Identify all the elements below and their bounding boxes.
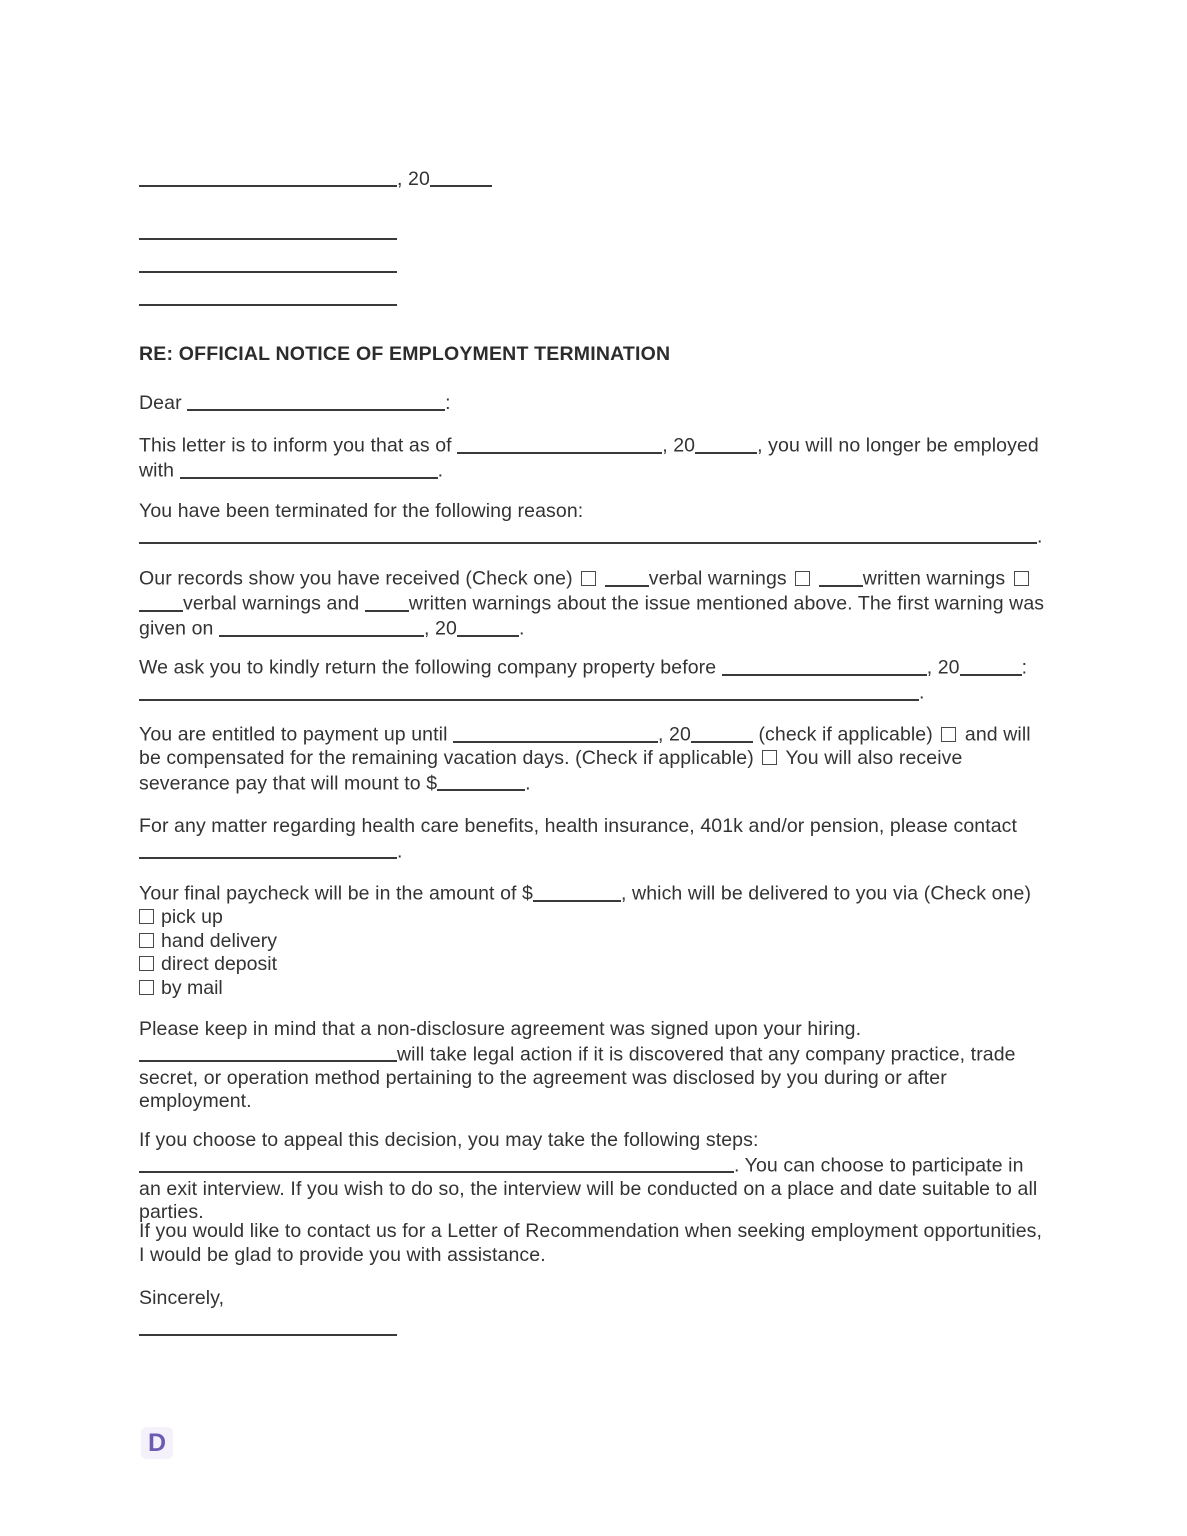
p5-text-6: . [525,772,531,795]
checkbox-both-warnings[interactable] [1014,571,1029,586]
p5-text-2: , 20 [658,723,691,746]
p4-text-4: . [919,681,925,704]
p1-text-3: , you will no longer be employed with [139,434,1039,482]
p5-text-3: (check if applicable) [752,723,939,746]
reason-blank[interactable] [139,524,1037,545]
p1-text-2: , 20 [662,434,696,457]
paragraph-warnings [139,566,1049,641]
delivery-option-label-3: by mail [161,976,223,999]
delivery-option-pick-up[interactable] [139,906,1044,930]
p9-text-2: . You can choose to participate in an exit interview. If you wish to do so, the interview will be conducted on a place and date suitable to all parties. [139,1154,1038,1224]
paragraph-recommendation [139,1220,1049,1267]
p7-text-1: Your final paycheck will be in the amount of $ [139,882,533,905]
checkbox-verbal-warnings[interactable] [581,571,596,586]
p7-text-2: , which will be delivered to you via (Check one) [621,882,1032,905]
severance-amount-blank[interactable] [437,771,525,792]
checkbox-pick-up[interactable] [139,909,154,924]
nda-company-blank[interactable] [139,1042,397,1063]
verbal-warnings-count-blank[interactable] [605,566,649,587]
both-written-count-blank[interactable] [365,591,409,612]
checkbox-written-warnings[interactable] [795,571,810,586]
address-line-2[interactable] [139,271,397,273]
p2-text-1: You have been terminated for the following reason: [139,500,584,522]
page-title [139,343,670,366]
delivery-option-direct-deposit[interactable] [139,953,1044,977]
appeal-steps-blank[interactable] [139,1153,734,1174]
return-date-blank[interactable] [722,655,927,676]
written-warnings-count-blank[interactable] [819,566,863,587]
closing-text: Sincerely, [139,1287,225,1309]
checkbox-by-mail[interactable] [139,980,154,995]
p3-text-6: , 20 [424,617,457,640]
p10-text-1: If you would like to contact us for a Letter of Recommendation when seeking employment opportunities, I would be glad to provide you with assistance. [139,1220,1042,1266]
delivery-options-list [139,906,1044,1000]
first-warning-date-blank[interactable] [219,616,424,637]
delivery-option-label-1: hand delivery [161,929,277,952]
final-paycheck-amount-blank[interactable] [533,881,621,902]
first-warning-year-blank[interactable] [457,616,519,637]
delivery-option-label-2: direct deposit [161,953,277,976]
p2-text-2: . [1037,525,1043,548]
brand-logo-icon [141,1427,173,1459]
p9-text-1: If you choose to appeal this decision, you may take the following steps: [139,1129,759,1151]
dear-label: Dear [139,391,188,414]
p6-text-2: . [397,840,403,863]
checkbox-vacation-compensation[interactable] [941,727,956,742]
signature-line[interactable] [139,1334,397,1336]
termination-year-blank[interactable] [695,433,757,454]
delivery-option-hand-delivery[interactable] [139,930,1044,954]
date-line [139,166,492,191]
payment-year-blank[interactable] [691,722,753,743]
p3-text-3: written warnings [862,567,1011,590]
property-list-blank[interactable] [139,680,919,701]
p4-text-2: , 20 [926,656,960,679]
p3-text-2: verbal warnings [648,567,793,590]
page-title-text: RE: OFFICIAL NOTICE OF EMPLOYMENT TERMINATION [139,343,671,365]
date-blank[interactable] [139,166,397,187]
paragraph-benefits-contact [139,815,1044,864]
salutation-suffix: : [445,391,451,414]
paragraph-payment [139,722,1044,796]
paragraph-final-paycheck [139,881,1044,1000]
benefits-contact-blank[interactable] [139,839,397,860]
p3-text-5: written warnings about the issue mentioned above. The first warning was given on [139,592,1045,640]
p3-text-1: Our records show you have received (Check one) [139,567,579,590]
p5-text-1: You are entitled to payment up until [139,723,454,746]
p5-text-5: You will also receive severance pay that will mount to $ [139,747,963,795]
p1-text-4: . [437,459,444,482]
employer-name-blank[interactable] [180,458,438,479]
p4-text-3: : [1021,656,1028,679]
p8-text-1: Please keep in mind that a non-disclosure agreement was signed upon your hiring. [139,1018,862,1040]
closing [139,1287,224,1311]
termination-date-blank[interactable] [457,433,662,454]
p8-text-2: will take legal action if it is discovered that any company practice, trade secret, or operation method pertaining to the agreement was disclosed by you during or after employment. [139,1043,1016,1113]
return-year-blank[interactable] [960,655,1022,676]
date-separator: , [397,167,409,190]
brand-logo-letter: D [147,1428,167,1457]
recipient-name-blank[interactable] [187,390,445,411]
address-line-1[interactable] [139,238,397,240]
both-verbal-count-blank[interactable] [139,591,183,612]
p5-text-4: and will be compensated for the remaining vacation days. (Check if applicable) [139,723,1031,770]
paragraph-employment-end [139,433,1044,483]
paragraph-appeal [139,1129,1049,1225]
delivery-option-by-mail[interactable] [139,977,1044,1001]
p3-text-7: . [518,617,525,640]
p6-text-1: For any matter regarding health care benefits, health insurance, 401k and/or pension, please contact [139,815,1018,837]
delivery-option-label-0: pick up [161,906,223,929]
checkbox-severance-pay[interactable] [762,750,777,765]
salutation [139,390,451,415]
p3-text-4: verbal warnings and [183,592,365,615]
checkbox-direct-deposit[interactable] [139,956,154,971]
payment-date-blank[interactable] [453,722,658,743]
paragraph-reason [139,500,1044,549]
year-blank[interactable] [430,166,492,187]
year-prefix: 20 [408,167,430,190]
p4-text-1: We ask you to kindly return the following company property before [139,656,722,679]
address-line-3[interactable] [139,304,397,306]
paragraph-return-property [139,655,1044,705]
paragraph-nda [139,1018,1044,1114]
p1-text-1: This letter is to inform you that as of [139,434,458,457]
checkbox-hand-delivery[interactable] [139,933,154,948]
